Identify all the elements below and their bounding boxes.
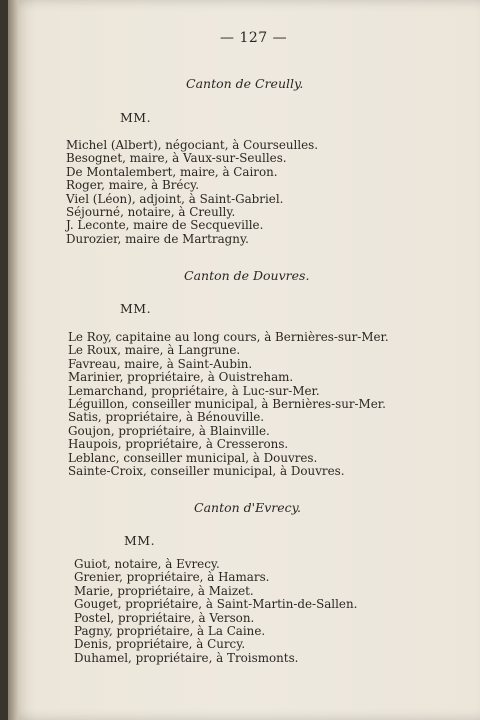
- list-item: Guiot, notaire, à Evrecy.: [74, 557, 220, 571]
- list-item: Pagny, propriétaire, à La Caine.: [74, 623, 266, 638]
- list-item: Viel (Léon), adjoint, à Saint-Gabriel.: [66, 191, 284, 206]
- list-item: Lemarchand, propriétaire, à Luc-sur-Mer.: [68, 383, 320, 398]
- list-item: Postel, propriétaire, à Verson.: [74, 610, 255, 625]
- list-item: Le Roux, maire, à Langrune.: [68, 343, 241, 358]
- section-heading-douvres: Canton de Douvres.: [184, 268, 310, 283]
- page-number: — 127 —: [220, 30, 288, 46]
- list-item: Marie, propriétaire, à Maizet.: [74, 583, 254, 598]
- salutation-creully: MM.: [120, 110, 152, 125]
- list-item: Favreau, maire, à Saint-Aubin.: [68, 356, 253, 371]
- list-item: Grenier, propriétaire, à Hamars.: [74, 570, 270, 585]
- list-item: Gouget, propriétaire, à Saint-Martin-de-Sallen.: [74, 597, 358, 612]
- salutation-evrecy: MM.: [124, 533, 156, 548]
- list-item: Durozier, maire de Martragny.: [66, 231, 249, 246]
- list-item: Sainte-Croix, conseiller municipal, à Douvres.: [68, 463, 345, 478]
- list-item: Besognet, maire, à Vaux-sur-Seulles.: [66, 151, 287, 166]
- list-item: Léguillon, conseiller municipal, à Bernières-sur-Mer.: [68, 396, 386, 411]
- section-heading-evrecy: Canton d'Evrecy.: [194, 500, 302, 515]
- list-item: Séjourné, notaire, à Creully.: [66, 204, 236, 219]
- list-item: Leblanc, conseiller municipal, à Douvres.: [68, 450, 318, 465]
- list-item: Marinier, propriétaire, à Ouistreham.: [68, 370, 294, 385]
- list-item: Goujon, propriétaire, à Blainville.: [68, 423, 270, 438]
- list-item: Haupois, propriétaire, à Cresserons.: [68, 437, 289, 452]
- entry-list-evrecy: [74, 558, 357, 665]
- list-item: J. Leconte, maire de Secqueville.: [66, 218, 264, 233]
- list-item: De Montalembert, maire, à Cairon.: [66, 164, 278, 179]
- list-item: Roger, maire, à Brécy.: [66, 178, 200, 193]
- salutation-douvres: MM.: [120, 301, 152, 316]
- list-item: Denis, propriétaire, à Curcy.: [74, 637, 246, 652]
- list-item: Le Roy, capitaine au long cours, à Bernières-sur-Mer.: [68, 330, 389, 344]
- list-item: Duhamel, propriétaire, à Troismonts.: [74, 650, 299, 665]
- section-heading-creully: Canton de Creully.: [186, 76, 304, 91]
- entry-list-creully: [66, 139, 318, 246]
- list-item: Michel (Albert), négociant, à Courseulles.: [66, 138, 319, 152]
- page-binding-edge: [8, 0, 18, 720]
- book-page: [8, 0, 480, 720]
- list-item: Satis, propriétaire, à Bénouville.: [68, 410, 265, 425]
- entry-list-douvres: [68, 331, 389, 478]
